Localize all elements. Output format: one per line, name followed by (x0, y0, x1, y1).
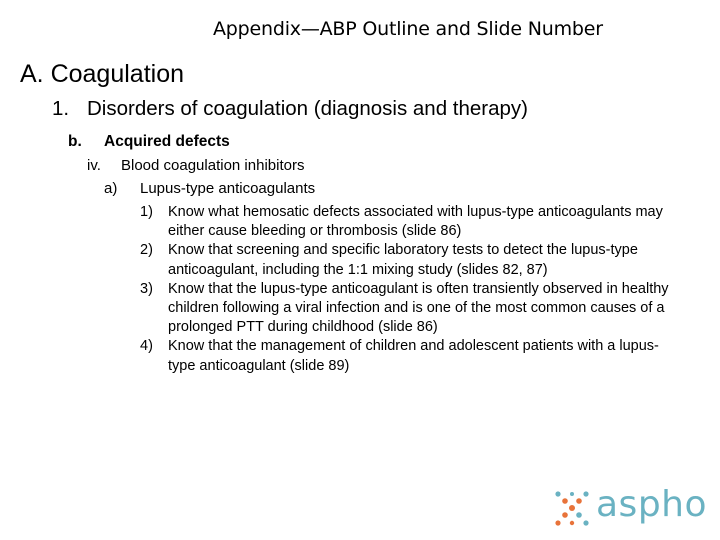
list-item (140, 337, 680, 375)
subtopic-text: Lupus-type anticoagulants (140, 180, 316, 197)
list-item (140, 241, 680, 279)
aspho-logo (554, 484, 714, 530)
list-item-number: 4) (140, 338, 153, 355)
subsection-number: 1. (52, 97, 70, 120)
subtopic-heading (104, 180, 315, 197)
list-item-text: Know that screening and specific laboratory tests to detect the lupus-type anticoagulant, including the 1:1 mixing study (slides 82, 87) (168, 242, 638, 278)
list-item-text: Know that the management of children and adolescent patients with a lupus-type anticoagulant (slide 89) (168, 338, 659, 374)
topic-heading (87, 157, 304, 174)
list-item-text: Know that the lupus-type anticoagulant is often transiently observed in healthy children following a viral infection and is one of the most common causes of a prolonged PTT during childhood (slide 86) (168, 280, 669, 336)
list-item-text: Know what hemosatic defects associated with lupus-type anticoagulants may either cause bleeding or thrombosis (slide 86) (168, 204, 663, 240)
subsubsection-text: Acquired defects (104, 133, 230, 150)
aspho-logo-mark-icon (554, 490, 590, 530)
list-item-number: 3) (140, 280, 153, 297)
list-item-number: 1) (140, 204, 153, 220)
section-heading: A. Coagulation (20, 60, 185, 88)
learning-objectives-list (140, 203, 680, 376)
aspho-logo-wordmark: aspho (596, 484, 708, 525)
subsubsection-heading (68, 133, 230, 151)
subsection-heading (52, 97, 528, 121)
list-item (140, 280, 680, 338)
topic-text: Blood coagulation inhibitors (121, 157, 305, 174)
subsubsection-number: b. (68, 133, 82, 150)
subsection-text: Disorders of coagulation (diagnosis and therapy) (87, 97, 529, 120)
list-item (140, 203, 680, 241)
subtopic-number: a) (104, 180, 118, 197)
slide-title: Appendix—ABP Outline and Slide Number (213, 18, 603, 40)
topic-number: iv. (87, 157, 101, 174)
list-item-number: 2) (140, 242, 153, 259)
